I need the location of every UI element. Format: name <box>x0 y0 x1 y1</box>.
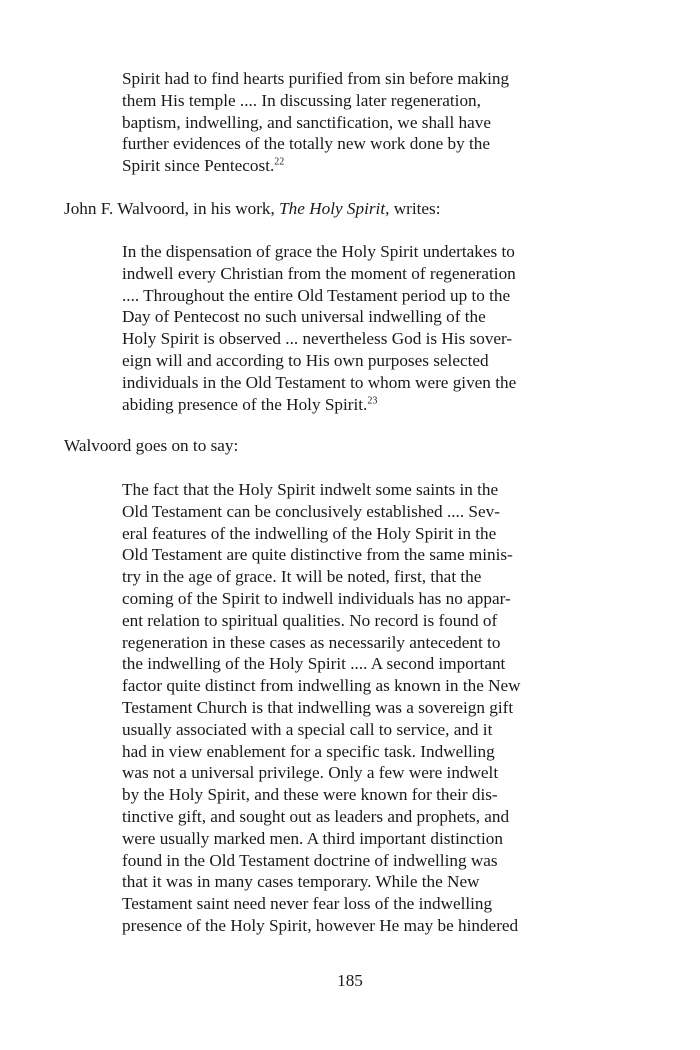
quote-line: indwell every Christian from the moment of regeneration <box>122 263 516 283</box>
intro-line: Walvoord goes on to say: <box>64 436 239 455</box>
quote-line: Old Testament can be conclusively established .... Sev- <box>122 501 500 521</box>
footnote-ref-22: 22 <box>274 156 285 168</box>
quote-line: tinctive gift, and sought out as leaders and prophets, and <box>122 806 510 826</box>
quote-line: .... Throughout the entire Old Testament period up to the <box>122 285 511 305</box>
block-quote-1 <box>122 68 556 177</box>
quote-line: Spirit had to find hearts purified from sin before making <box>122 69 510 88</box>
quote-text: Spirit since Pentecost. <box>122 156 275 176</box>
quote-line: by the Holy Spirit, and these were known for their dis- <box>122 785 498 805</box>
intro-paragraph-2 <box>64 435 556 457</box>
quote-line: found in the Old Testament doctrine of indwelling was <box>122 850 498 870</box>
quote-line: usually associated with a special call to service, and it <box>122 719 493 739</box>
quote-line: eign will and according to His own purposes selected <box>122 350 489 370</box>
quote-line: coming of the Spirit to indwell individuals has no appar- <box>122 588 511 608</box>
book-title: The Holy Spirit <box>279 199 386 218</box>
quote-line: Testament Church is that indwelling was a sovereign gift <box>122 697 514 717</box>
quote-line: presence of the Holy Spirit, however He may be hindered <box>122 915 519 935</box>
quote-line: factor quite distinct from indwelling as known in the New <box>122 676 521 696</box>
quote-line: was not a universal privilege. Only a few were indwelt <box>122 763 499 783</box>
quote-line: Testament saint need never fear loss of the indwelling <box>122 894 493 914</box>
page-number: 185 <box>337 971 363 990</box>
intro-paragraph-1 <box>64 198 556 220</box>
block-quote-3 <box>122 479 556 937</box>
quote-line: had in view enablement for a specific task. Indwelling <box>122 741 495 761</box>
quote-line: The fact that the Holy Spirit indwelt some saints in the <box>122 480 499 499</box>
quote-line: In the dispensation of grace the Holy Spirit undertakes to <box>122 242 515 261</box>
quote-line: were usually marked men. A third important distinction <box>122 828 503 848</box>
intro-text-before: John F. Walvoord, in his work, <box>64 199 280 218</box>
intro-text-after: , writes: <box>385 199 441 218</box>
quote-text: abiding presence of the Holy Spirit. <box>122 394 368 414</box>
quote-line: try in the age of grace. It will be noted, first, that the <box>122 567 482 587</box>
quote-line: that it was in many cases temporary. While the New <box>122 872 480 892</box>
quote-line: ent relation to spiritual qualities. No record is found of <box>122 610 498 630</box>
quote-line-last <box>122 394 556 416</box>
quote-line: further evidences of the totally new work done by the <box>122 134 490 154</box>
quote-line: the indwelling of the Holy Spirit .... A second important <box>122 654 506 674</box>
quote-line: Day of Pentecost no such universal indwelling of the <box>122 307 486 327</box>
quote-line: individuals in the Old Testament to whom were given the <box>122 372 517 392</box>
block-quote-2 <box>122 241 556 415</box>
intro-line <box>64 198 556 220</box>
footnote-ref-23: 23 <box>367 394 378 406</box>
quote-line: Holy Spirit is observed ... nevertheless God is His sover- <box>122 329 513 349</box>
quote-line: baptism, indwelling, and sanctification, we shall have <box>122 112 491 132</box>
quote-line-last <box>122 155 556 177</box>
quote-line: regeneration in these cases as necessarily antecedent to <box>122 632 501 652</box>
quote-line: eral features of the indwelling of the Holy Spirit in the <box>122 523 497 543</box>
quote-line: them His temple .... In discussing later regeneration, <box>122 90 481 110</box>
quote-line: Old Testament are quite distinctive from the same minis- <box>122 545 513 565</box>
